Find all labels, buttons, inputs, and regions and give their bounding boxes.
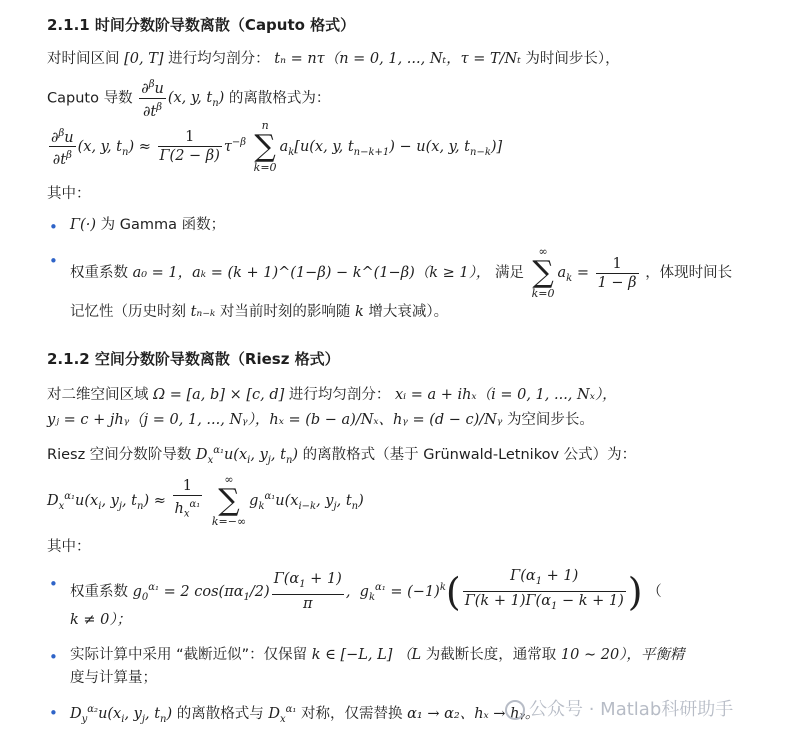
truncation-bullet: 实际计算中采用 “截断近似”：仅保留 k ∈ [−L, L] （L 为截断长度，通常取 10 ∼ 20），平衡精 bbox=[70, 647, 685, 663]
section-title-riesz: 2.1.2 空间分数阶导数离散（Riesz 格式） bbox=[47, 350, 340, 368]
gamma-bullet: Γ(·) 为 Gamma 函数； bbox=[70, 217, 226, 233]
caputo-intro-line: Caputo 导数 $\frac{\partial^\beta u}{\partial t^\beta}$ (x, y, $t_n$) 的离散格式为： bbox=[47, 76, 330, 124]
bullet-dot: • bbox=[49, 218, 58, 236]
where-label-1: 其中： bbox=[47, 186, 91, 202]
where-label-2: 其中： bbox=[47, 539, 91, 555]
wechat-icon bbox=[505, 700, 525, 720]
weight-bullet: 权重系数 a₀ = 1，aₖ = (k + 1)^(1−β) − k^(1−β)（k ≥ 1）， 满足 ∞ ∑ k=0 $a_k$ = $\frac{1}{1 - \beta}$ ，体现时间长 bbox=[70, 245, 733, 300]
bullet-dot: • bbox=[49, 648, 58, 666]
bullet-dot: • bbox=[49, 704, 58, 722]
truncation-bullet-cont: 度与计算量； bbox=[70, 670, 157, 686]
riesz-intro-line: Riesz 空间分数阶导数 $D_x^{\alpha_1}u(x_i$, $y_j$, $t_n$) 的离散格式（基于 Grünwald-Letnikov 公式）为： bbox=[47, 445, 637, 466]
caputo-equation: $\frac{\partial^\beta u}{\partial t^\beta}$ (x, y, $t_n$) ≈ $\frac{1}{\Gamma(2 - \beta)}$ $\tau^{-\beta}$ n ∑ k=0 $a_k[u(x$, y, $t_{n-k+1}) - u(x$, y, $t_{n-k}$)] bbox=[51, 118, 503, 174]
space-partition-line: 对二维空间区域 Ω = [a, b] × [c, d] 进行均匀剖分： xᵢ = a + ihₓ（i = 0, 1, ..., Nₓ）， bbox=[47, 387, 617, 403]
bullet-dot: • bbox=[49, 575, 58, 593]
riesz-equation: $D_x^{\alpha_1}u(x_i$, $y_j$, $t_n$) ≈ $\frac{1}{h_x^{\alpha_1}}$ ∞ ∑ k=−∞ $g_k^{\alpha_1}u(x_{i-k}$, $y_j$, $t_n$) bbox=[47, 472, 364, 528]
riesz-weight-bullet: 权重系数 $g_0^{\alpha_1} = 2$ $\cos(\pi\alpha_1/2)$ $\frac{\Gamma(\alpha_1 + 1)}{\pi}$ , $g_k^{\alpha_1} = (-1)^k$( $\frac{\Gamma(\alpha_1 + 1)}{\Gamma(k + 1)\Gamma(\alpha_1 - k + 1)}$ ) （ bbox=[70, 568, 662, 614]
symmetry-bullet: $D_y^{\alpha_2}u(x_i$, $y_j$, $t_n$) 的离散格式与 $D_x^{\alpha_1}$ 对称，仅需替换 α₁ → α₂、hₓ → hᵧ。 bbox=[70, 704, 540, 725]
section-title-caputo: 2.1.1 时间分数阶导数离散（Caputo 格式） bbox=[47, 16, 356, 34]
weight-bullet-cont: 记忆性（历史时刻 tₙ₋ₖ 对当前时刻的影响随 k 增大衰减）。 bbox=[70, 304, 449, 320]
time-partition-line: 对时间区间 [0, T] 进行均匀剖分： tₙ = nτ（n = 0, 1, ..., Nₜ，τ = T/Nₜ 为时间步长）， bbox=[47, 51, 620, 67]
bullet-dot: • bbox=[49, 252, 58, 270]
riesz-weight-bullet-cont: k ≠ 0）； bbox=[70, 612, 132, 628]
watermark: 公众号 · Matlab科研助手 bbox=[505, 695, 733, 721]
space-step-line: yⱼ = c + jhᵧ（j = 0, 1, ..., Nᵧ），hₓ = (b − a)/Nₓ、hᵧ = (d − c)/Nᵧ 为空间步长。 bbox=[47, 412, 594, 428]
